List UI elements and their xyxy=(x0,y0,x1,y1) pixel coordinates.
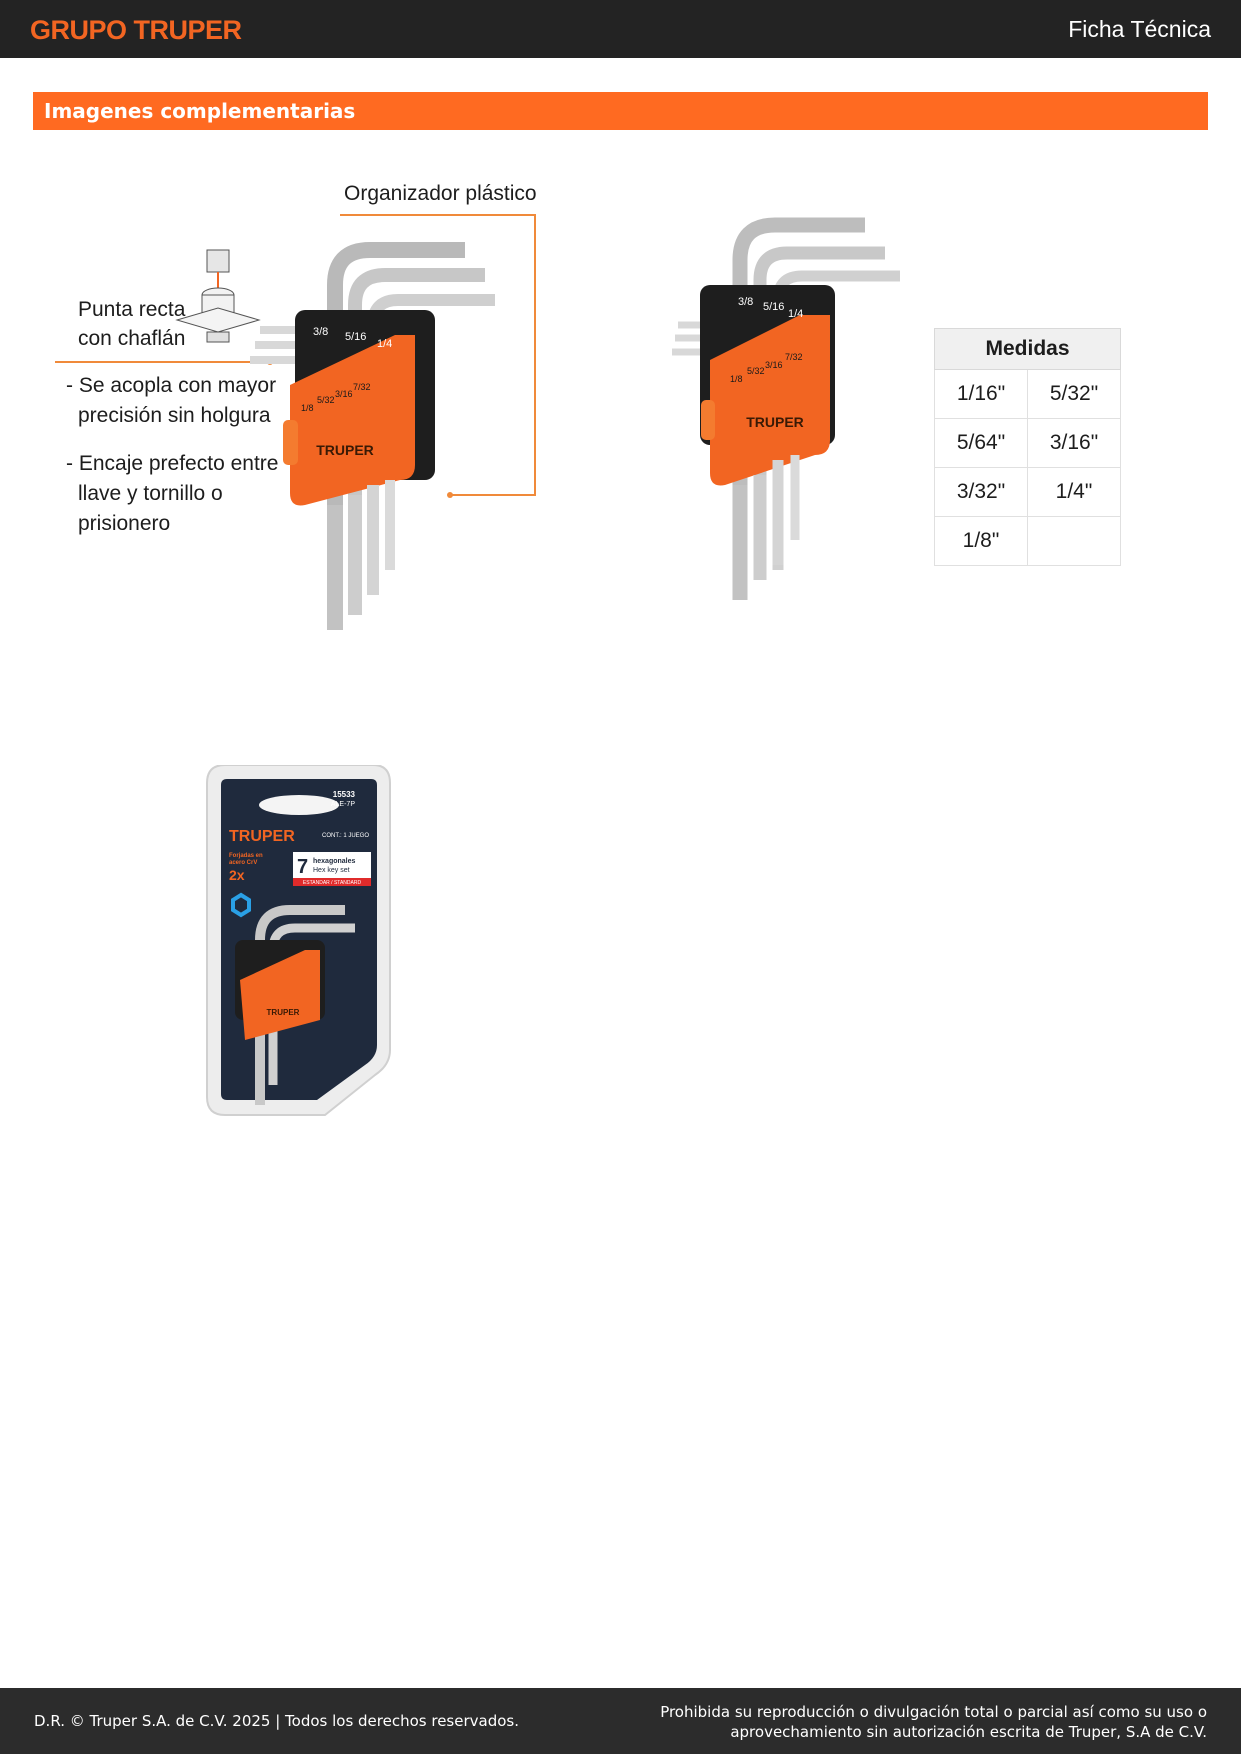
size-label-bottom-3: 3/16 xyxy=(335,389,353,399)
package-count: 7 xyxy=(297,856,309,878)
table-row xyxy=(935,517,1121,566)
measure-cell: 3/16" xyxy=(1028,419,1121,468)
tip-label-line-2: con chaflán xyxy=(78,327,186,350)
table-row xyxy=(935,468,1121,517)
size-label-top-1: 3/8 xyxy=(738,296,754,308)
size-label-top-2: 5/16 xyxy=(345,331,367,343)
package-feature-line-2: acero CrV xyxy=(229,860,258,866)
bullet-2-line-1: - Encaje prefecto entre xyxy=(66,452,279,475)
header-bar xyxy=(0,0,1241,58)
holder-brand-text: TRUPER xyxy=(746,414,804,430)
footer-bar xyxy=(0,1688,1241,1754)
footer-disclaimer-line-2: aprovechamiento sin autorización escrita de Truper, S.A de C.V. xyxy=(730,1723,1207,1741)
footer-disclaimer-line-1: Prohibida su reproducción o divulgación total o parcial así como su uso o xyxy=(660,1703,1207,1721)
product-package-image xyxy=(205,765,395,1125)
size-label-bottom-1: 1/8 xyxy=(301,403,314,413)
measure-cell: 3/32" xyxy=(935,468,1028,517)
package-model: ALE-7P xyxy=(330,801,355,808)
brand-logo: GRUPO TRUPER xyxy=(30,15,242,45)
size-label-bottom-3: 3/16 xyxy=(765,360,783,370)
size-label-top-3: 1/4 xyxy=(377,338,393,350)
organizer-side xyxy=(283,420,298,465)
package-brand: TRUPER xyxy=(229,828,295,845)
measure-cell xyxy=(1028,517,1121,566)
table-row xyxy=(935,370,1121,419)
tip-label-line-1: Punta recta xyxy=(78,298,186,321)
package-desc-line-2: Hex key set xyxy=(313,867,350,874)
hang-hole xyxy=(259,795,339,815)
measure-cell: 1/4" xyxy=(1028,468,1121,517)
measure-cell: 5/32" xyxy=(1028,370,1121,419)
size-label-bottom-4: 7/32 xyxy=(785,352,803,362)
size-label-top-1: 3/8 xyxy=(313,326,329,338)
package-standard: ESTANDAR / STANDARD xyxy=(302,880,362,886)
measure-cell: 1/8" xyxy=(935,517,1028,566)
package-feature-line-1: Forjadas en xyxy=(229,853,263,859)
bullet-1-line-1: - Se acopla con mayor xyxy=(66,374,277,397)
package-code: 15533 xyxy=(332,790,355,799)
package-holder-brand: TRUPER xyxy=(266,1008,300,1017)
bullet-1-line-2: precisión sin holgura xyxy=(78,404,271,427)
package-desc-line-1: hexagonales xyxy=(313,858,356,865)
footer-copyright: D.R. © Truper S.A. de C.V. 2025 | Todos los derechos reservados. xyxy=(34,1712,519,1730)
size-label-bottom-2: 5/32 xyxy=(317,395,335,405)
package-strength: 2x xyxy=(229,867,245,883)
holder-brand-text: TRUPER xyxy=(316,442,374,458)
socket-screw-icon xyxy=(177,250,259,342)
bullet-2-line-3: prisionero xyxy=(78,512,171,535)
table-row xyxy=(935,419,1121,468)
size-label-bottom-4: 7/32 xyxy=(353,382,371,392)
package-content: CONT.: 1 JUEGO xyxy=(321,833,369,839)
size-label-bottom-1: 1/8 xyxy=(730,374,743,384)
organizer-side xyxy=(701,400,715,440)
size-label-top-2: 5/16 xyxy=(763,301,785,313)
organizer-label: Organizador plástico xyxy=(344,182,537,205)
hex-key-set-image xyxy=(670,210,910,610)
size-label-bottom-2: 5/32 xyxy=(747,366,765,376)
bullet-2-line-2: llave y tornillo o xyxy=(78,482,223,505)
measures-header: Medidas xyxy=(935,329,1121,370)
organizer-callout-dot xyxy=(447,492,453,498)
section-header xyxy=(33,92,1208,130)
hex-key-shafts xyxy=(335,480,390,630)
measure-cell: 1/16" xyxy=(935,370,1028,419)
measures-table xyxy=(934,328,1121,566)
document-type: Ficha Técnica xyxy=(1068,16,1211,42)
footer-disclaimer xyxy=(660,1702,1207,1742)
size-label-top-3: 1/4 xyxy=(788,308,804,320)
section-title: Imagenes complementarias xyxy=(44,99,356,123)
measure-cell: 5/64" xyxy=(935,419,1028,468)
